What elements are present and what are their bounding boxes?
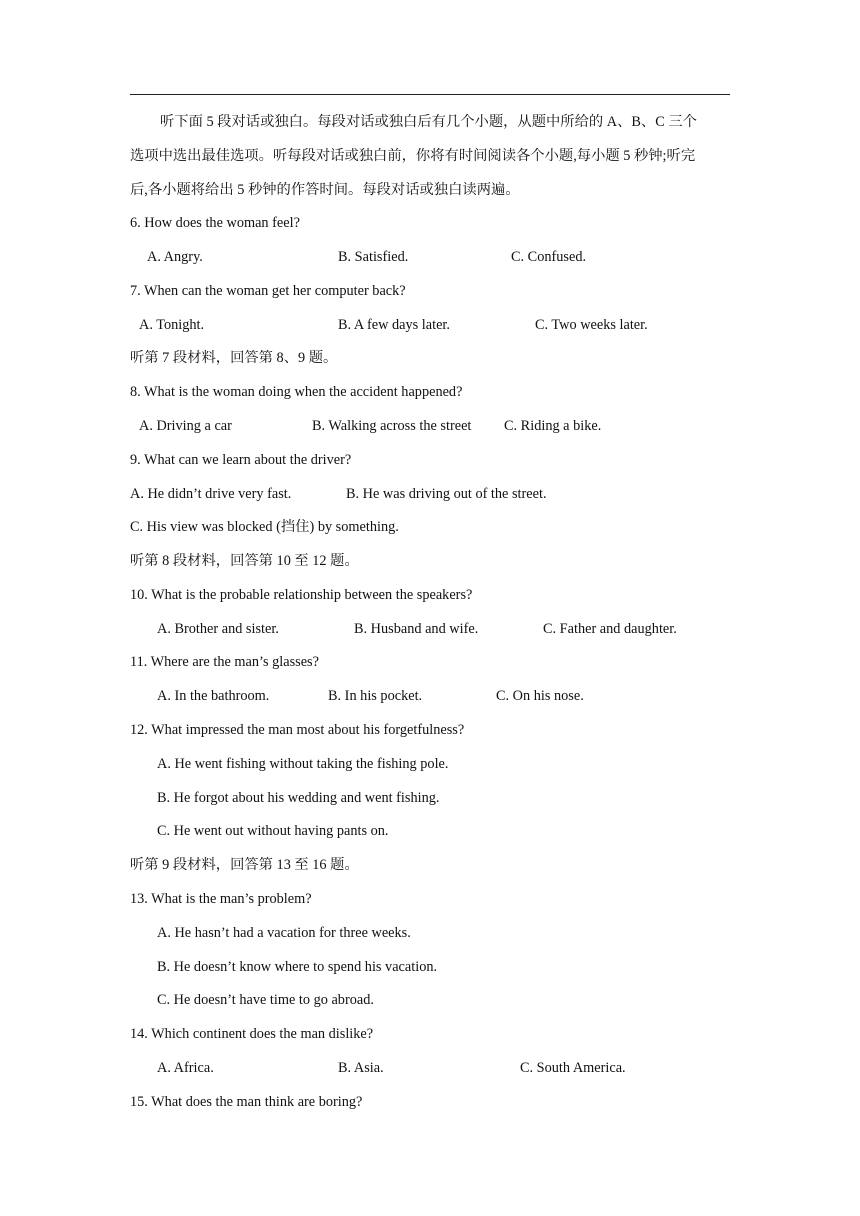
q10-option-b: B. Husband and wife. — [354, 621, 479, 637]
q14-option-b: B. Asia. — [338, 1060, 384, 1076]
section-heading-7: 听第 7 段材料，回答第 8、9 题。 — [130, 350, 338, 366]
q13-option-a: A. He hasn’t had a vacation for three weeks. — [157, 925, 411, 941]
q14-option-a: A. Africa. — [157, 1060, 214, 1076]
q10-option-c: C. Father and daughter. — [543, 621, 677, 637]
q10-option-a: A. Brother and sister. — [157, 621, 279, 637]
q11-option-c: C. On his nose. — [496, 688, 584, 704]
q7-option-b: B. A few days later. — [338, 317, 450, 333]
question-14: 14. Which continent does the man dislike? — [130, 1026, 374, 1042]
instructions-line-1: 听下面 5 段对话或独白。每段对话或独白后有几个小题，从题中所给的 A、B、C 三个 — [160, 114, 697, 130]
q8-option-b: B. Walking across the street — [312, 418, 472, 434]
section-heading-9: 听第 9 段材料，回答第 13 至 16 题。 — [130, 857, 359, 873]
q6-option-a: A. Angry. — [147, 249, 203, 265]
q11-option-a: A. In the bathroom. — [157, 688, 270, 704]
q8-option-a: A. Driving a car — [139, 418, 232, 434]
header-rule — [130, 94, 730, 95]
q6-option-c: C. Confused. — [511, 249, 587, 265]
question-15: 15. What does the man think are boring? — [130, 1094, 363, 1110]
question-12: 12. What impressed the man most about his forgetfulness? — [130, 722, 465, 738]
question-13: 13. What is the man’s problem? — [130, 891, 312, 907]
q12-option-a: A. He went fishing without taking the fishing pole. — [157, 756, 449, 772]
q8-option-c: C. Riding a bike. — [504, 418, 602, 434]
q12-option-b: B. He forgot about his wedding and went fishing. — [157, 790, 440, 806]
q11-option-b: B. In his pocket. — [328, 688, 423, 704]
question-11: 11. Where are the man’s glasses? — [130, 654, 319, 670]
question-6: 6. How does the woman feel? — [130, 215, 300, 231]
question-8: 8. What is the woman doing when the accident happened? — [130, 384, 463, 400]
q13-option-c: C. He doesn’t have time to go abroad. — [157, 992, 374, 1008]
q7-option-c: C. Two weeks later. — [535, 317, 648, 333]
question-10: 10. What is the probable relationship between the speakers? — [130, 587, 473, 603]
instructions-line-3: 后,各小题将给出 5 秒钟的作答时间。每段对话或独白读两遍。 — [130, 182, 520, 198]
q12-option-c: C. He went out without having pants on. — [157, 823, 389, 839]
q9-option-b: B. He was driving out of the street. — [346, 486, 547, 502]
q13-option-b: B. He doesn’t know where to spend his vacation. — [157, 959, 438, 975]
section-heading-8: 听第 8 段材料，回答第 10 至 12 题。 — [130, 553, 359, 569]
instructions-line-2: 选项中选出最佳选项。听每段对话或独白前，你将有时间阅读各个小题,每小题 5 秒钟;听完 — [130, 148, 696, 164]
q9-option-c: C. His view was blocked (挡住) by something. — [130, 519, 399, 535]
q6-option-b: B. Satisfied. — [338, 249, 409, 265]
question-7: 7. When can the woman get her computer back? — [130, 283, 406, 299]
question-9: 9. What can we learn about the driver? — [130, 452, 352, 468]
q14-option-c: C. South America. — [520, 1060, 626, 1076]
q7-option-a: A. Tonight. — [139, 317, 205, 333]
q9-option-a: A. He didn’t drive very fast. — [130, 486, 292, 502]
